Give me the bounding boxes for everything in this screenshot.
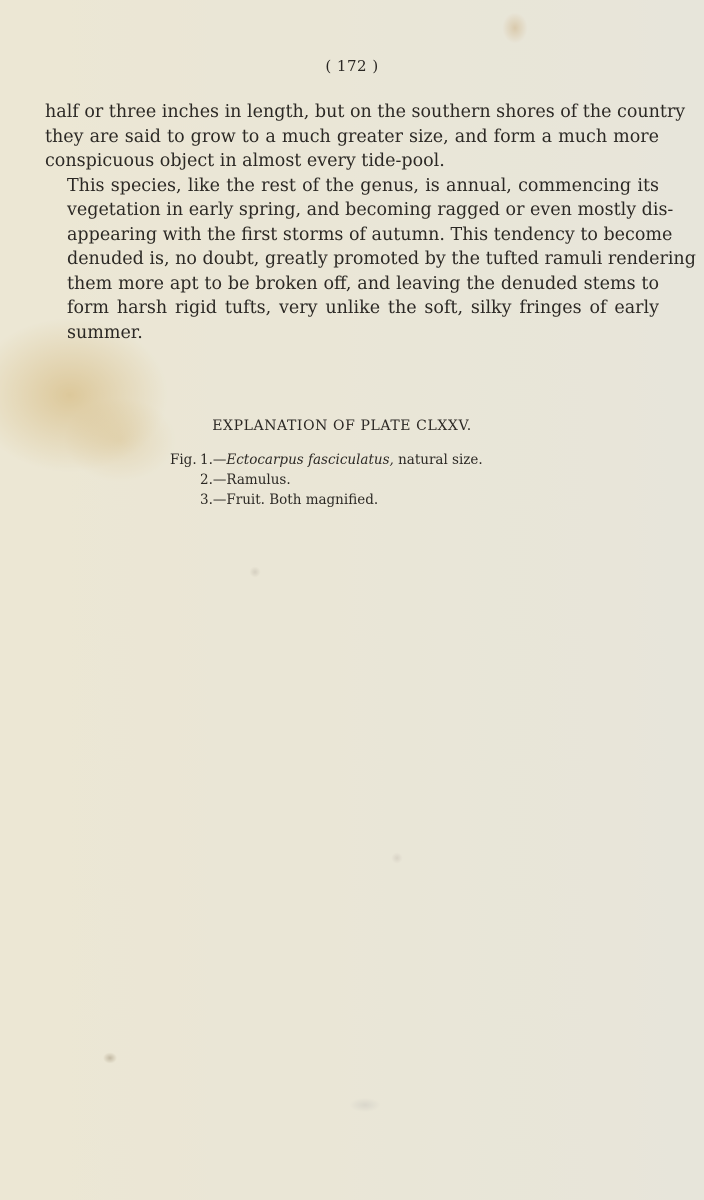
page-number: ( 172 ) xyxy=(325,57,379,75)
paragraph-2 xyxy=(45,174,696,346)
text-line: denuded is, no doubt, greatly promoted by the tufted ramuli rendering xyxy=(67,249,696,269)
figure-description: Ramulus. xyxy=(226,472,291,488)
text-line: This species, like the rest of the genus, is annual, commencing its xyxy=(67,175,659,196)
figure-number: 2. xyxy=(200,472,213,488)
plate-title-text: EXPLANATION OF PLATE CLXXV. xyxy=(212,418,472,434)
figure-number: 1. xyxy=(200,452,213,468)
figure-prefix: Fig. xyxy=(170,452,197,468)
text-line: them more apt to be broken off, and leaving the denuded stems to xyxy=(67,273,659,294)
figure-description: natural size. xyxy=(393,452,483,468)
figure-item: 2.—Ramulus. xyxy=(200,472,291,488)
figure-item: 3.—Fruit. Both magnified. xyxy=(200,492,379,508)
plate-explanation-title xyxy=(0,418,704,434)
figure-species-name: Ectocarpus fasciculatus, xyxy=(226,452,394,468)
paragraph-1 xyxy=(45,100,686,174)
text-line: they are said to grow to a much greater size, and form a much more xyxy=(45,126,659,147)
text-line: form harsh rigid tufts, very unlike the soft, silky fringes of early xyxy=(67,298,659,318)
text-line: conspicuous object in almost every tide-pool. xyxy=(45,151,445,171)
text-line: vegetation in early spring, and becoming ragged or even mostly dis- xyxy=(67,200,674,220)
text-line: summer. xyxy=(67,322,143,343)
body-text xyxy=(45,100,696,345)
text-line: appearing with the first storms of autumn. This tendency to become xyxy=(67,224,673,245)
figure-description: Fruit. Both magnified. xyxy=(226,492,379,508)
figure-list xyxy=(170,450,483,510)
figure-item: Fig. 1.—Ectocarpus fasciculatus, natural size. xyxy=(170,452,483,468)
figure-number: 3. xyxy=(200,492,213,508)
text-line: half or three inches in length, but on the southern shores of the country xyxy=(45,102,686,122)
